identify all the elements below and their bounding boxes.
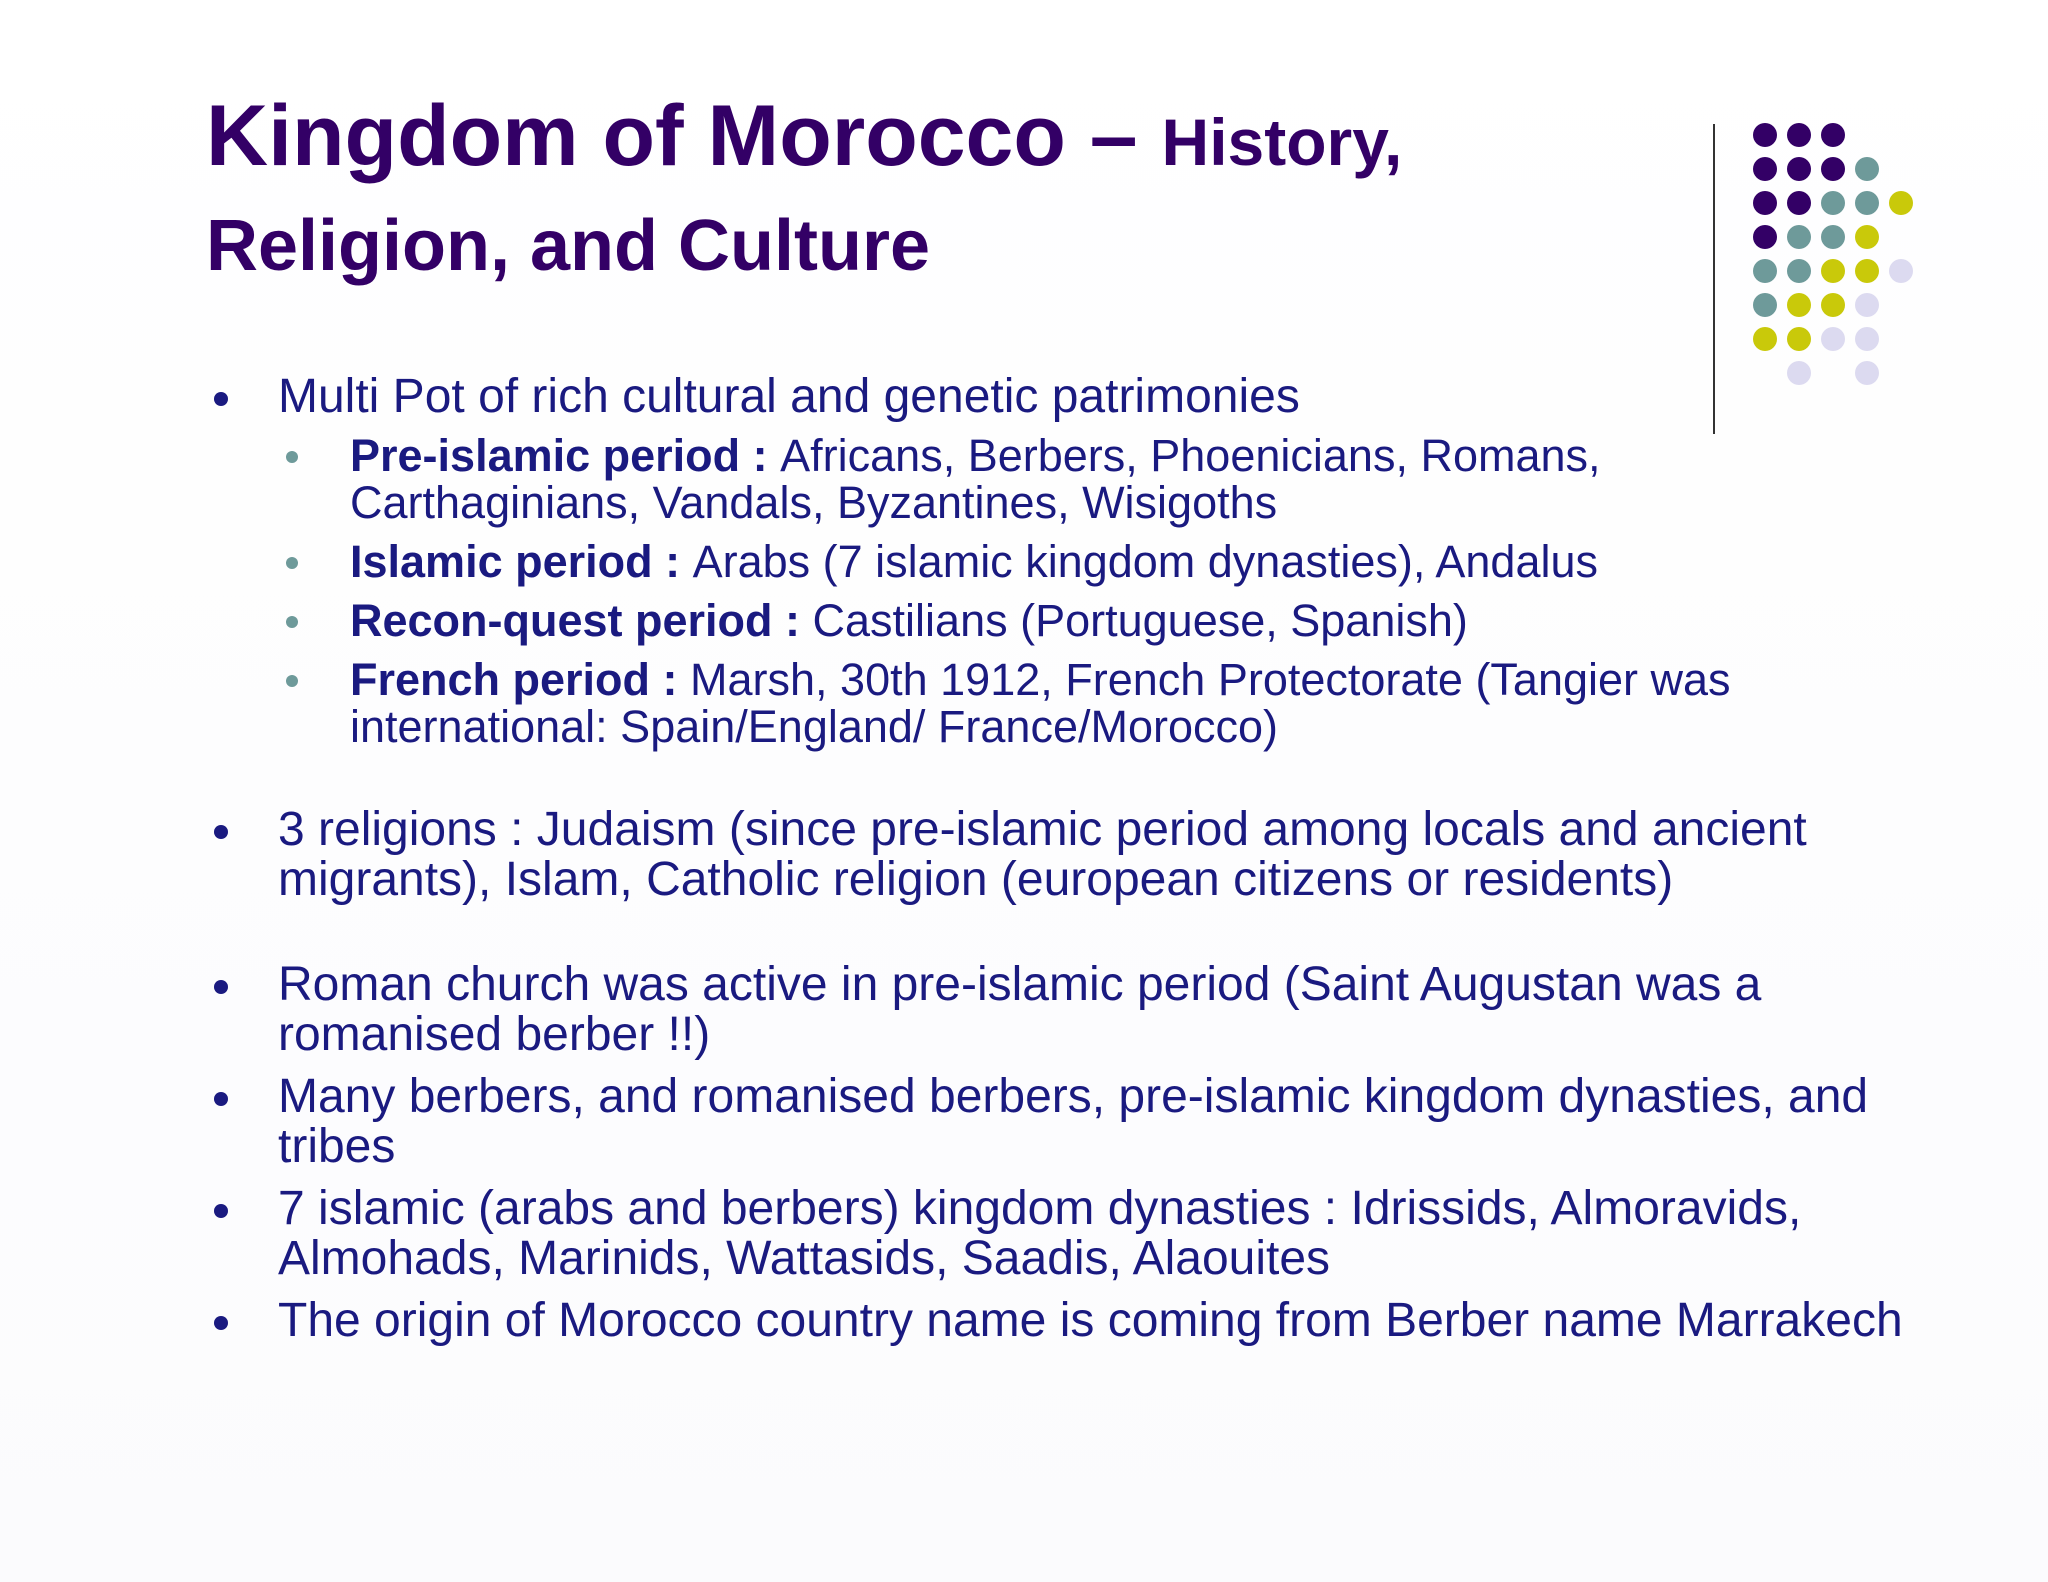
decor-dot xyxy=(1753,157,1777,181)
bullet-icon xyxy=(286,675,298,687)
bullet-text: 7 islamic (arabs and berbers) kingdom dynasties : Idrissids, Almoravids, Almohads, Marinids, Wattasids, Saadis, Alaouites xyxy=(278,1182,1802,1285)
decor-dot xyxy=(1787,157,1811,181)
decor-dot xyxy=(1787,191,1811,215)
decor-dot xyxy=(1855,327,1879,351)
sub-item-label: Islamic period : xyxy=(350,536,693,587)
decor-dot xyxy=(1821,225,1845,249)
bullet-text: Roman church was active in pre-islamic period (Saint Augustan was a romanised berber !!) xyxy=(278,958,1762,1061)
sub-item-label: French period : xyxy=(350,654,691,705)
decor-dot xyxy=(1753,191,1777,215)
decor-dot xyxy=(1753,293,1777,317)
sub-list-item xyxy=(206,432,1870,526)
decor-dot xyxy=(1821,157,1845,181)
sub-item-text: Marsh, 30th 1912, French Protectorate (Tangier was international: Spain/England/ France/Morocco) xyxy=(350,654,1731,752)
list-item xyxy=(206,805,1946,905)
decor-dot xyxy=(1855,225,1879,249)
decor-dot xyxy=(1889,259,1913,283)
sub-list-item xyxy=(206,538,1946,585)
bullet-icon xyxy=(286,451,298,463)
decor-dot xyxy=(1787,123,1811,147)
title-main: Kingdom of Morocco – xyxy=(206,88,1162,184)
sub-item-label: Recon-quest period : xyxy=(350,595,813,646)
bullet-icon xyxy=(286,616,298,628)
bullet-icon xyxy=(214,1316,228,1330)
decor-dot xyxy=(1821,123,1845,147)
decor-dot xyxy=(1889,191,1913,215)
bullet-text: 3 religions : Judaism (since pre-islamic period among locals and ancient migrants), Islam, Catholic religion (european citizens or residents) xyxy=(278,803,1807,906)
decor-dot xyxy=(1821,327,1845,351)
decor-dot xyxy=(1753,259,1777,283)
decor-dot xyxy=(1855,293,1879,317)
decor-dot xyxy=(1855,259,1879,283)
decor-dot xyxy=(1787,327,1811,351)
decor-dot xyxy=(1753,225,1777,249)
decor-dot xyxy=(1821,293,1845,317)
sub-item-text: Arabs (7 islamic kingdom dynasties), Andalus xyxy=(692,536,1599,587)
sub-list-item xyxy=(206,597,1946,644)
decor-dot xyxy=(1753,123,1777,147)
bullet-text: Multi Pot of rich cultural and genetic patrimonies xyxy=(278,370,1300,423)
bullet-icon xyxy=(214,392,228,406)
bullet-icon xyxy=(286,557,298,569)
list-item xyxy=(206,960,1946,1060)
decor-dot xyxy=(1787,259,1811,283)
decor-dot xyxy=(1821,191,1845,215)
bullet-list xyxy=(206,372,1946,1346)
sub-item-text: Africans, Berbers, Phoenicians, Romans, Carthaginians, Vandals, Byzantines, Wisigoths xyxy=(350,430,1601,528)
bullet-icon xyxy=(214,825,228,839)
decor-dot xyxy=(1855,157,1879,181)
bullet-text: Many berbers, and romanised berbers, pre-islamic kingdom dynasties, and tribes xyxy=(278,1070,1869,1173)
decor-dot xyxy=(1787,225,1811,249)
title-line2: Religion, and Culture xyxy=(206,206,931,286)
decor-dot xyxy=(1753,327,1777,351)
list-item xyxy=(206,1296,1946,1346)
bullet-text: The origin of Morocco country name is coming from Berber name Marrakech xyxy=(278,1294,1903,1347)
list-item xyxy=(206,1184,1946,1284)
sub-item-label: Pre-islamic period : xyxy=(350,430,781,481)
decor-dot xyxy=(1787,293,1811,317)
sub-item-text: Castilians (Portuguese, Spanish) xyxy=(812,595,1468,646)
list-item xyxy=(206,372,1946,422)
title-sub: History, xyxy=(1161,105,1403,179)
list-item xyxy=(206,1072,1946,1172)
bullet-icon xyxy=(214,1204,228,1218)
bullet-icon xyxy=(214,1092,228,1106)
bullet-icon xyxy=(214,980,228,994)
sub-list-item xyxy=(206,656,1946,750)
decor-dot xyxy=(1855,191,1879,215)
slide-title xyxy=(206,84,1686,298)
decor-dot xyxy=(1821,259,1845,283)
